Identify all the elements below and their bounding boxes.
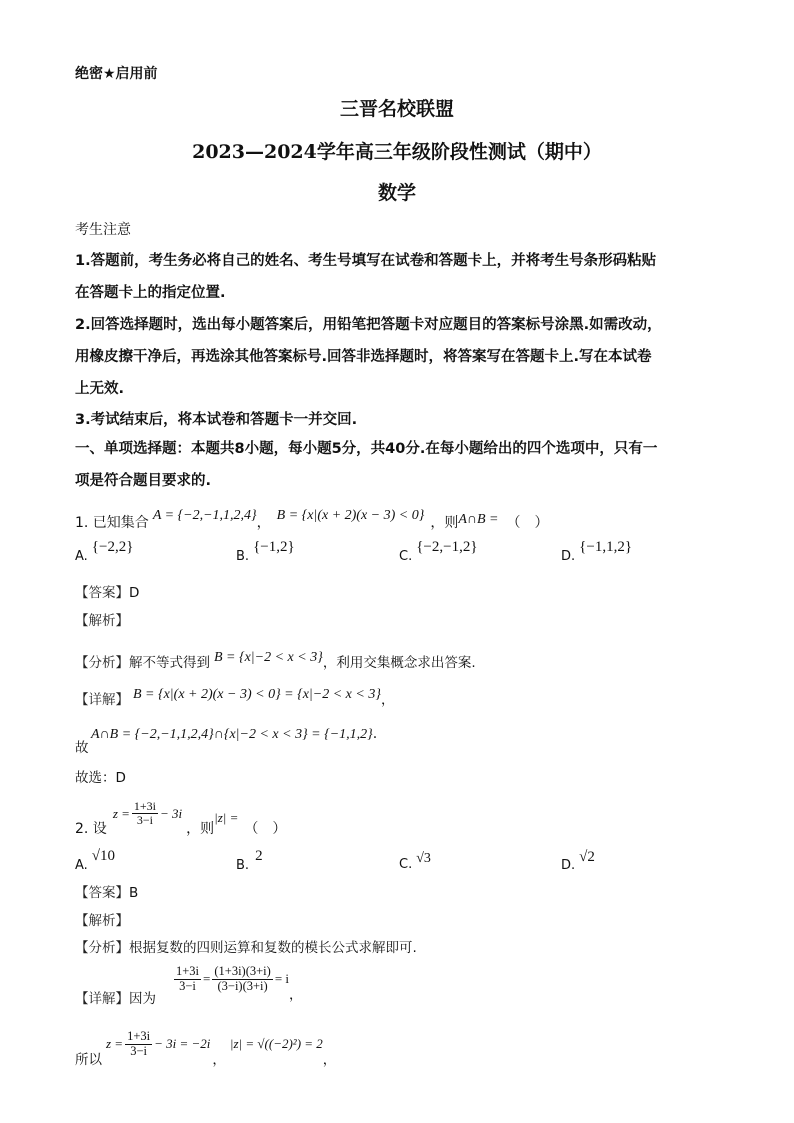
fenxi-label: 【分析】 — [75, 655, 129, 671]
so-comma: ， — [212, 1052, 226, 1069]
q1-option-b — [236, 539, 295, 565]
q2-so — [75, 1029, 337, 1069]
question-2 — [75, 799, 287, 837]
q2-detail — [75, 964, 303, 1008]
subject-title: 数学 — [377, 182, 416, 204]
fraction-denominator: (3−i)(3+i) — [217, 978, 268, 993]
fenxi-label: 【分析】 — [75, 940, 129, 956]
notice-item-3: 3.考试结束后，将本试卷和答题卡一并交回. — [75, 412, 358, 428]
option-letter: B. — [236, 549, 250, 564]
option-letter: D. — [561, 549, 576, 564]
q1-set-b: B = {x|(x + 2)(x − 3) < 0} — [276, 508, 425, 523]
option-value: √2 — [579, 849, 595, 865]
notice-item-2-cont: 用橡皮擦干净后，再选涂其他答案标号.回答非选择题时，将答案写在答题卡上.写在本试卷 — [75, 349, 652, 365]
detail-result: = i — [274, 971, 290, 987]
q1-option-a — [75, 539, 134, 565]
q2-prefix: 2. 设 — [75, 820, 107, 837]
q1-answer — [75, 581, 139, 601]
fenxi-math: B = {x|−2 < x < 3} — [214, 650, 323, 665]
fraction-numerator: 1+3i — [127, 1029, 151, 1043]
q1-option-c — [399, 539, 478, 565]
so-modulus: |z| = √((−2)²) = 2 — [229, 1036, 323, 1052]
q2-paren: （ ） — [244, 820, 287, 837]
detail-label: 【详解】 — [75, 991, 129, 1008]
fenxi-text: 解不等式得到 — [129, 655, 210, 671]
option-value: 2 — [255, 848, 263, 864]
q2-answer — [75, 881, 138, 901]
q1-therefore-math-line — [91, 726, 377, 743]
q1-set-a: A = {−2,−1,1,2,4} — [152, 508, 257, 523]
so-fraction — [125, 1030, 152, 1059]
option-letter: B. — [236, 858, 250, 873]
answer-value: D — [129, 585, 140, 601]
q2-modulus: |z| = — [214, 809, 239, 825]
detail-end: ， — [380, 692, 395, 708]
fenxi-text: 根据复数的四则运算和复数的模长公式求解即可. — [129, 940, 417, 956]
option-value: √3 — [416, 851, 431, 866]
q1-option-d — [561, 539, 633, 565]
q1-fenxi — [75, 651, 476, 672]
notice-item-1-cont: 在答题卡上的指定位置. — [75, 285, 226, 301]
fraction-numerator: 1+3i — [176, 964, 200, 978]
q1-choice: 故选：D — [75, 770, 126, 786]
q2-option-b — [236, 848, 263, 874]
q1-detail — [75, 688, 394, 709]
so-rest: − 3i = −2i — [154, 1036, 211, 1052]
q2-analysis-label: 【解析】 — [75, 913, 129, 929]
q2-fenxi — [75, 936, 417, 956]
q2-minus-term: − 3i — [160, 805, 183, 821]
option-value: {−2,2} — [91, 539, 134, 555]
q1-analysis-label: 【解析】 — [75, 613, 129, 629]
fraction-numerator: (1+3i)(3+i) — [214, 964, 271, 978]
detail-because: 因为 — [129, 991, 156, 1008]
q1-therefore — [75, 736, 89, 756]
q1-then: ，则 — [430, 515, 459, 531]
so-z-eq: z = — [106, 1036, 124, 1052]
notice-item-1: 1.答题前，考生务必将自己的姓名、考生号填写在试卷和答题卡上，并将考生号条形码粘贴 — [75, 253, 657, 269]
option-letter: A. — [75, 858, 88, 873]
so-label: 所以 — [75, 1052, 102, 1069]
detail-label: 【详解】 — [75, 692, 129, 708]
answer-label: 【答案】 — [75, 585, 129, 601]
q2-z-eq: z = — [112, 805, 130, 821]
organization-title: 三晋名校联盟 — [339, 98, 454, 120]
q2-then: ，则 — [186, 820, 215, 837]
q2-option-c — [399, 851, 431, 873]
detail-comma: ， — [289, 987, 303, 1004]
option-letter: C. — [399, 857, 413, 872]
section-heading: 一、单项选择题：本题共8小题，每小题5分，共40分.在每小题给出的四个选项中，只有一 — [75, 441, 658, 457]
option-value: {−1,1,2} — [579, 539, 633, 555]
q1-paren: （ ） — [506, 515, 549, 531]
option-letter: C. — [399, 549, 413, 564]
therefore-period: . — [372, 726, 378, 742]
answer-label: 【答案】 — [75, 885, 129, 901]
detail-fraction-2 — [212, 965, 272, 994]
q1-intersection: A∩B = — [458, 512, 499, 527]
therefore-math: A∩B = {−2,−1,1,2,4}∩{x|−2 < x < 3} = {−1,1,2} — [91, 727, 373, 742]
fraction-denominator: 3−i — [130, 1043, 147, 1058]
q2-option-a — [75, 848, 116, 874]
q1-prefix: 1. 已知集合 — [75, 515, 149, 531]
option-value: √10 — [91, 848, 116, 864]
section-heading-cont: 项是符合题目要求的. — [75, 473, 212, 489]
detail-fraction-1 — [174, 965, 201, 994]
notice-item-2-end: 上无效. — [75, 381, 125, 397]
question-1 — [75, 508, 549, 532]
option-value: {−1,2} — [253, 539, 295, 555]
detail-math: B = {x|(x + 2)(x − 3) < 0} = {x|−2 < x < 3} — [133, 687, 381, 702]
option-value: {−2,−1,2} — [416, 539, 478, 555]
confidential-mark: 绝密★启用前 — [75, 66, 158, 82]
option-letter: D. — [561, 858, 576, 873]
fenxi-text-end: ，利用交集概念求出答案. — [322, 655, 476, 671]
q2-fraction — [132, 800, 158, 827]
exam-title: 2023—2024学年高三年级阶段性测试（期中） — [192, 141, 602, 163]
therefore-label: 故 — [75, 740, 89, 756]
fraction-numerator: 1+3i — [133, 799, 157, 813]
q1-comma: ， — [256, 515, 271, 531]
notice-title: 考生注意 — [75, 222, 131, 238]
detail-equals: = — [203, 971, 211, 987]
notice-item-2: 2.回答选择题时，选出每小题答案后，用铅笔把答题卡对应题目的答案标号涂黑.如需改动， — [75, 317, 662, 333]
option-letter: A. — [75, 549, 88, 564]
answer-value: B — [129, 885, 139, 901]
so-end: ， — [322, 1052, 337, 1069]
fraction-denominator: 3−i — [136, 813, 154, 828]
q2-option-d — [561, 849, 595, 874]
fraction-denominator: 3−i — [179, 978, 196, 993]
